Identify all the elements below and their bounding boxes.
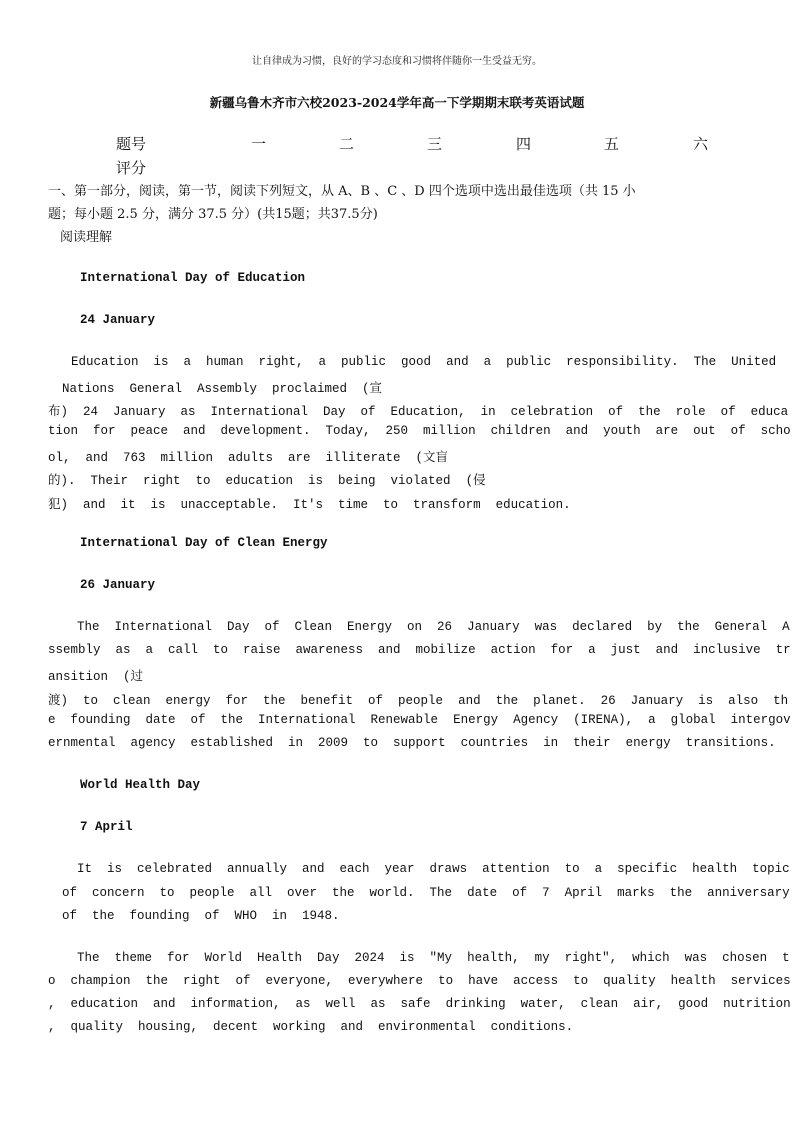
section-subheading: 阅读理解 (60, 230, 113, 245)
passage-date: 24 January (80, 313, 156, 327)
column-header: 一 (251, 135, 267, 153)
exam-title: 新疆乌鲁木齐市六校2023-2024学年高一下学期期末联考英语试题 (209, 95, 585, 110)
paragraph-line: , quality housing, decent working and environmental conditions. (48, 1020, 574, 1034)
paragraph-line: of the founding of WHO in 1948. (62, 909, 340, 923)
score-table (0, 133, 794, 181)
paragraph-line: 犯) and it is unacceptable. It's time to transform education. (48, 498, 571, 512)
column-header: 二 (339, 135, 355, 153)
paragraph-line: of concern to people all over the world. The date of 7 April marks the anniversary (62, 886, 790, 900)
instruction-line: 题；每小题 2.5 分，满分 37.5 分）(共15题；共37.5分) (48, 207, 378, 222)
paragraph-line: The theme for World Health Day 2024 is "My health, my right", which was chosen t (62, 951, 790, 965)
paragraph-line: , education and information, as well as safe drinking water, clean air, good nutrition (48, 997, 791, 1011)
score-label: 评分 (116, 159, 147, 177)
paragraph-line: tion for peace and development. Today, 250 million children and youth are out of scho (48, 424, 791, 438)
paragraph-line: 布) 24 January as International Day of Education, in celebration of the role of educa (48, 405, 789, 419)
section-instructions (48, 180, 748, 226)
passage-date: 7 April (80, 820, 133, 834)
paragraph-line: It is celebrated annually and each year draws attention to a specific health topic (62, 862, 790, 876)
paragraph-line: ansition (过 (48, 670, 144, 684)
question-number-label: 题号 (116, 135, 147, 153)
passage-title: International Day of Clean Energy (80, 536, 328, 550)
passage-title: International Day of Education (80, 271, 306, 285)
column-header: 六 (693, 135, 709, 153)
column-header: 五 (604, 135, 620, 153)
paragraph-line: 渡) to clean energy for the benefit of people and the planet. 26 January is also th (48, 694, 789, 708)
paragraph-line: ssembly as a call to raise awareness and mobilize action for a just and inclusive tr (48, 643, 791, 657)
paragraph-line: e founding date of the International Renewable Energy Agency (IRENA), a global intergov (48, 713, 791, 727)
motto-line: 让自律成为习惯，良好的学习态度和习惯将伴随你一生受益无穷。 (252, 56, 542, 67)
passage-date: 26 January (80, 578, 156, 592)
column-header: 三 (427, 135, 443, 153)
instruction-line: 一、第一部分，阅读，第一节，阅读下列短文，从 A、B 、C 、D 四个选项中选出最佳选项（共 15 小 (48, 184, 636, 199)
paragraph-line: o champion the right of everyone, everywhere to have access to quality health services (48, 974, 791, 988)
paragraph-line: The International Day of Clean Energy on 26 January was declared by the General A (62, 620, 790, 634)
paragraph-line: ol, and 763 million adults are illiterate (文盲 (48, 451, 449, 465)
column-header: 四 (516, 135, 532, 153)
paragraph-line: Education is a human right, a public good and a public responsibility. The United (56, 355, 777, 369)
paragraph-line: 的). Their right to education is being violated (侵 (48, 474, 486, 488)
paragraph-line: ernmental agency established in 2009 to support countries in their energy transitions. (48, 736, 776, 750)
passage-title: World Health Day (80, 778, 201, 792)
paragraph-line: Nations General Assembly proclaimed (宣 (62, 382, 383, 396)
